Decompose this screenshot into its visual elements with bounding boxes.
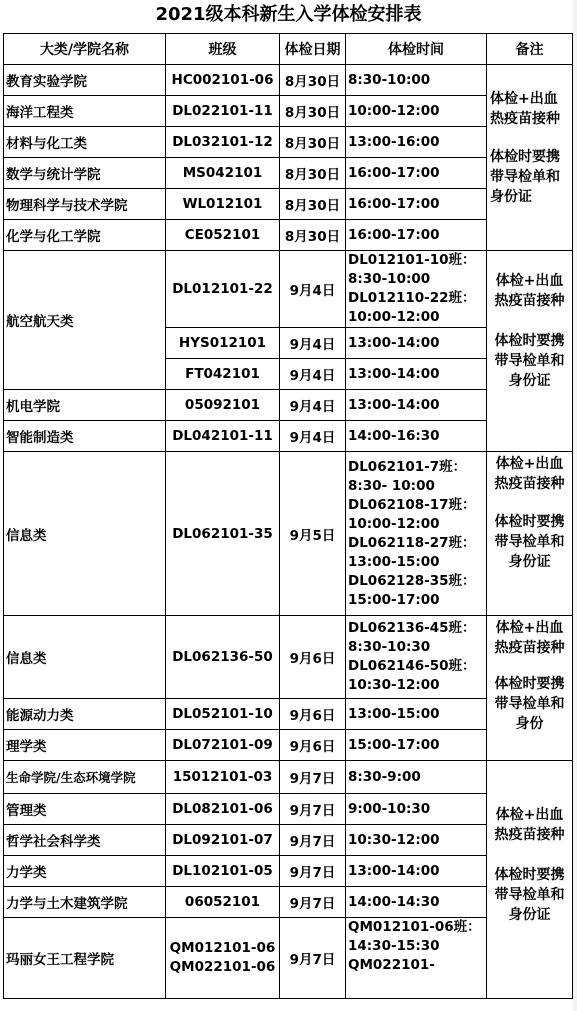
time-cell: 8:30-9:00 — [346, 761, 487, 794]
class-cell: DL102101-05 — [166, 856, 280, 887]
college-cell: 材料与化工类 — [4, 127, 166, 158]
college-cell: 化学与化工学院 — [4, 220, 166, 251]
time-cell: 8:30-10:00 — [346, 65, 487, 96]
time-cell: 16:00-17:00 — [346, 158, 487, 189]
table-row — [4, 251, 573, 328]
college-cell: 管理类 — [4, 794, 166, 825]
header-date: 体检日期 — [280, 34, 346, 65]
class-cell: DL052101-10 — [166, 698, 280, 729]
header-time: 体检时间 — [346, 34, 487, 65]
class-cell: 06052101 — [166, 887, 280, 918]
schedule-table — [3, 33, 573, 999]
class-cell: 15012101-03 — [166, 761, 280, 794]
time-cell: 15:00-17:00 — [346, 729, 487, 760]
class-cell: MS042101 — [166, 158, 280, 189]
class-cell: DL022101-11 — [166, 96, 280, 127]
time-cell: DL062136-45班： 8:30-10:30 DL062146-50班： 10:30-12:00 — [346, 616, 487, 699]
class-cell: DL042101-11 — [166, 421, 280, 452]
time-cell: 14:00-14:30 — [346, 887, 487, 918]
date-cell: 8月30日 — [280, 127, 346, 158]
class-cell: WL012101 — [166, 189, 280, 220]
date-cell: 9月4日 — [280, 390, 346, 421]
time-cell: 13:00-16:00 — [346, 127, 487, 158]
note-documents: 体检时要携带导检单和身份 — [494, 676, 565, 732]
header-row — [4, 34, 573, 65]
date-cell: 9月6日 — [280, 698, 346, 729]
class-cell: HC002101-06 — [166, 65, 280, 96]
note-vaccine: 体检+出血热疫苗接种 — [494, 807, 565, 843]
class-cell: 05092101 — [166, 390, 280, 421]
college-cell: 智能制造类 — [4, 421, 166, 452]
college-cell: 信息类 — [4, 616, 166, 699]
notes-cell — [487, 65, 573, 251]
note-vaccine: 体检+出血热疫苗接种 — [494, 273, 565, 309]
class-cell: HYS012101 — [166, 328, 280, 359]
notes-cell — [487, 452, 573, 616]
table-row — [4, 452, 573, 616]
date-cell: 9月6日 — [280, 616, 346, 699]
time-cell: 13:00-14:00 — [346, 856, 487, 887]
notes-cell — [487, 616, 573, 761]
college-cell: 信息类 — [4, 452, 166, 616]
college-cell: 海洋工程类 — [4, 96, 166, 127]
notes-cell — [487, 761, 573, 999]
college-cell: 数学与统计学院 — [4, 158, 166, 189]
class-cell: DL082101-06 — [166, 794, 280, 825]
note-vaccine: 体检+出血热疫苗接种 — [494, 456, 565, 492]
note-vaccine: 体检+出血热疫苗接种 — [490, 91, 560, 127]
note-documents: 体检时要携带导检单和身份证 — [490, 149, 560, 205]
time-cell: 13:00-14:00 — [346, 359, 487, 390]
class-cell: QM012101-06 QM022101-06 — [166, 918, 280, 999]
date-cell: 9月6日 — [280, 729, 346, 760]
date-cell: 8月30日 — [280, 158, 346, 189]
date-cell: 9月4日 — [280, 421, 346, 452]
time-cell: 13:00-15:00 — [346, 698, 487, 729]
college-cell: 玛丽女王工程学院 — [4, 918, 166, 999]
college-cell: 生命学院/生态环境学院 — [4, 761, 166, 794]
date-cell: 9月4日 — [280, 328, 346, 359]
date-cell: 9月4日 — [280, 251, 346, 328]
note-documents: 体检时要携带导检单和身份证 — [494, 867, 565, 923]
college-cell: 机电学院 — [4, 390, 166, 421]
date-cell: 9月7日 — [280, 825, 346, 856]
header-class: 班级 — [166, 34, 280, 65]
college-cell: 理学类 — [4, 729, 166, 760]
time-cell: 14:00-16:30 — [346, 421, 487, 452]
class-cell: CE052101 — [166, 220, 280, 251]
time-cell: QM012101-06班：14:30-15:30 QM022101- — [346, 918, 487, 999]
date-cell: 9月7日 — [280, 918, 346, 999]
note-documents: 体检时要携带导检单和身份证 — [494, 333, 565, 389]
table-row — [4, 761, 573, 794]
date-cell: 9月7日 — [280, 761, 346, 794]
table-title: 2021级本科新生入学体检安排表 — [155, 4, 422, 25]
time-cell: 9:00-10:30 — [346, 794, 487, 825]
sheet-edge — [573, 0, 577, 1011]
college-cell: 物理科学与技术学院 — [4, 189, 166, 220]
date-cell: 9月7日 — [280, 887, 346, 918]
header-college: 大类/学院名称 — [4, 34, 166, 65]
date-cell: 8月30日 — [280, 189, 346, 220]
time-cell: 16:00-17:00 — [346, 189, 487, 220]
college-cell: 能源动力类 — [4, 698, 166, 729]
class-cell: DL032101-12 — [166, 127, 280, 158]
time-cell: 13:00-14:00 — [346, 328, 487, 359]
date-cell: 9月7日 — [280, 794, 346, 825]
class-cell: FT042101 — [166, 359, 280, 390]
class-cell: DL072101-09 — [166, 729, 280, 760]
note-documents: 体检时要携带导检单和身份证 — [494, 514, 565, 570]
note-vaccine: 体检+出血热疫苗接种 — [494, 620, 565, 656]
date-cell: 9月7日 — [280, 856, 346, 887]
college-cell: 教育实验学院 — [4, 65, 166, 96]
college-cell: 哲学社会科学类 — [4, 825, 166, 856]
time-cell: 16:00-17:00 — [346, 220, 487, 251]
class-cell: DL012101-22 — [166, 251, 280, 328]
class-cell: DL092101-07 — [166, 825, 280, 856]
date-cell: 8月30日 — [280, 220, 346, 251]
college-cell: 力学类 — [4, 856, 166, 887]
time-cell: DL012101-10班： 8:30-10:00 DL012110-22班： 10:00-12:00 — [346, 251, 487, 328]
table-row — [4, 65, 573, 96]
date-cell: 9月4日 — [280, 359, 346, 390]
time-cell: 13:00-14:00 — [346, 390, 487, 421]
college-cell: 力学与土木建筑学院 — [4, 887, 166, 918]
table-row — [4, 616, 573, 699]
class-cell: DL062101-35 — [166, 452, 280, 616]
date-cell: 9月5日 — [280, 452, 346, 616]
time-cell: DL062101-7班： 8:30- 10:00 DL062108-17班： 10:00-12:00 DL062118-27班： 13:00-15:00 DL062128-35班： 15:00-17:00 — [346, 452, 487, 616]
time-cell: 10:00-12:00 — [346, 96, 487, 127]
date-cell: 8月30日 — [280, 96, 346, 127]
notes-cell — [487, 251, 573, 452]
class-cell: DL062136-50 — [166, 616, 280, 699]
time-cell: 10:30-12:00 — [346, 825, 487, 856]
date-cell: 8月30日 — [280, 65, 346, 96]
college-cell: 航空航天类 — [4, 251, 166, 390]
header-notes: 备注 — [487, 34, 573, 65]
